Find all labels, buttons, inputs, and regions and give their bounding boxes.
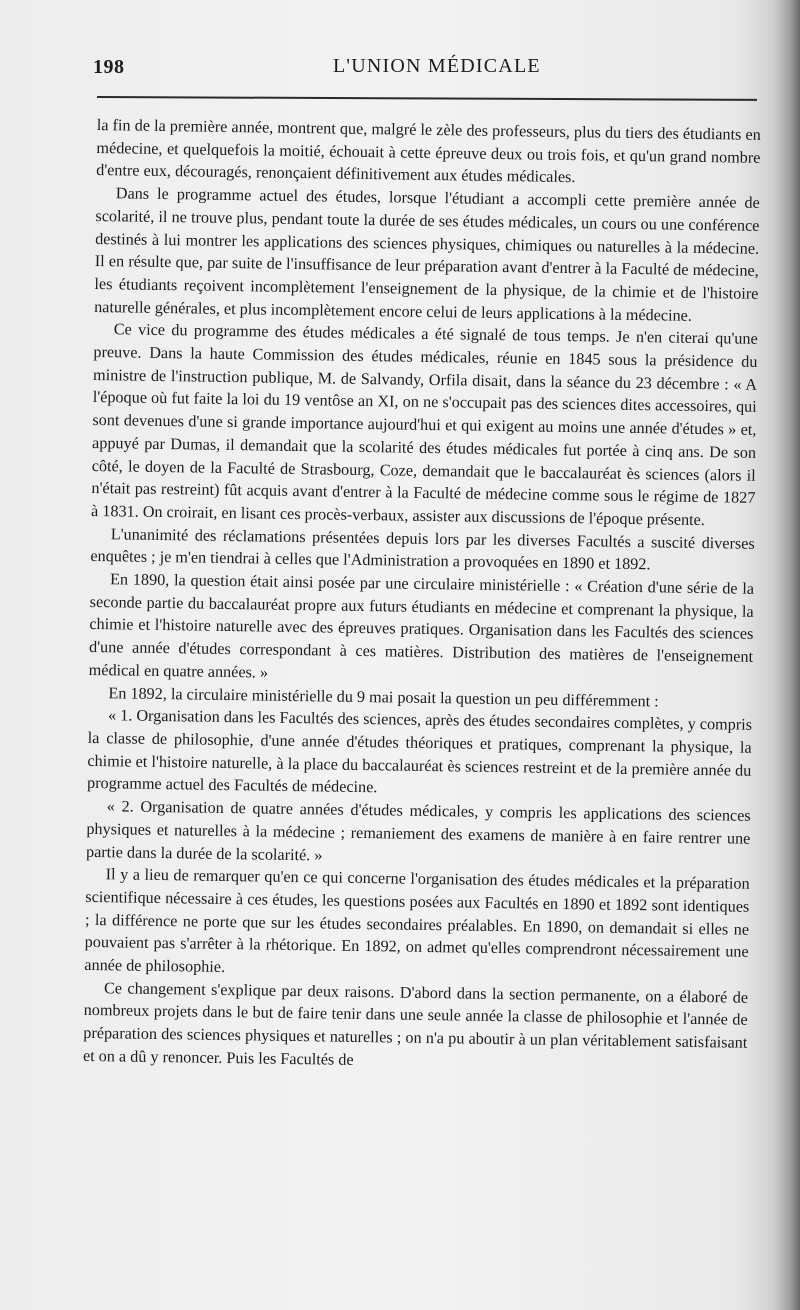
paragraph: « 1. Organisation dans les Facultés des sciences, après des études secondaires complètes, y compris la classe de philosophie, d'une année d'études théoriques et pratiques, comprenant la physique, la chimie et l'histoire naturelle, à la place du baccalauréat ès sciences restreint et de la première année du programme actuel des Facultés de médecine.	[86, 706, 753, 797]
paragraph: la fin de la première année, montrent que, malgré le zèle des professeurs, plus du tiers des étudiants en médecine, et quelquefois la moitié, échouait à cette épreuve deux ou trois fois, et qu'un grand nombre d'entre eux, découragés, renonçaient définitivement aux études médicales.	[96, 115, 761, 187]
paragraph: En 1892, la circulaire ministérielle du 9 mai posait la question un peu différemment :	[108, 683, 659, 710]
binding-shadow	[774, 0, 800, 1310]
body-text	[83, 114, 761, 1077]
page-number: 198	[93, 56, 125, 78]
paragraph: Dans le programme actuel des études, lorsque l'étudiant a accompli cette première année de scolarité, il ne trouve plus, pendant toute la durée de ses études médicales, un cours ou une conférence destinés à lui montrer les applications des sciences physiques, chimiques ou naturelles à la médecine. Il en résulte que, par suite de l'insuffisance de leur préparation avant d'entrer à la Faculté de médecine, les étudiants reçoivent incomplètement l'enseignement de la physique, de la chimie et de l'histoire naturelle générales, et plus incomplètement encore celui de leurs applications à la médecine.	[94, 184, 760, 325]
paragraph: « 2. Organisation de quatre années d'études médicales, y compris les applications des sciences physiques et naturelles à la médecine ; remaniement des examens de manière à en faire rentrer une partie dans la durée de la scolarité. »	[85, 797, 751, 864]
paragraph: L'unanimité des réclamations présentées depuis lors par les diverses Facultés a suscité diverses enquêtes ; je m'en tiendrai à celles que l'Administration a provoquées en 1890 et 1892.	[90, 524, 755, 574]
paragraph: Ce vice du programme des études médicales a été signalé de tous temps. Je n'en citerai qu'une preuve. Dans la haute Commission des études médicales, réunie en 1845 sous la présidence du ministre de l'instruction publique, M. de Salvandy, Orfila disait, dans la séance du 23 décembre : « A l'époque où fut faite la loi du 19 ventôse an XI, on ne s'occupait pas des sciences dites accessoires, qui sont devenues d'une si grande importance aujourd'hui et qui exigent au moins une année d'études » et, appuyé par Dumas, il demandait que la scolarité des études médicales fut portée à cinq ans. De son côté, le doyen de la Faculté de Strasbourg, Coze, demandait que le baccalauréat ès sciences (alors il n'était pas restreint) fût acquis avant d'entrer à la Faculté de médecine comme sous le régime de 1827 à 1831. On croirait, en lisant ces procès-verbaux, assister aux discussions de l'époque présente.	[90, 320, 758, 530]
paragraph: En 1890, la question était ainsi posée par une circulaire ministérielle : « Création d'une série de la seconde partie du baccalauréat propre aux futurs étudiants en médecine et comprenant la physique, la chimie et l'histoire naturelle avec des épreuves pratiques. Organisation dans les Facultés des sciences d'une année d'études correspondant à ces matières. Distribution des matières de l'enseignement médical en quatre années. »	[88, 570, 755, 682]
paragraph: Il y a lieu de remarquer qu'en ce qui concerne l'organisation des études médicales et la préparation scientifique nécessaire à ces études, les questions posées aux Facultés en 1890 et 1892 sont identiques ; la différence ne porte que sur les études secondaires préalables. En 1890, on demandait si elles ne pouvaient pas s'arrêter à la rhétorique. En 1892, on admet qu'elles comprendront nécessairement une année de philosophie.	[84, 865, 750, 977]
paragraph: Ce changement s'explique par deux raisons. D'abord dans la section permanente, on a élaboré de nombreux projets dans le but de faire tenir dans une seule année la classe de philosophie et l'année de préparation des sciences physiques et naturelles ; on n'a pu aboutir à un plan véritablement satisfaisant et on a dû y renoncer. Puis les Facultés de	[82, 978, 749, 1069]
running-title: L'UNION MÉDICALE	[333, 55, 541, 77]
header-rule	[97, 96, 757, 101]
